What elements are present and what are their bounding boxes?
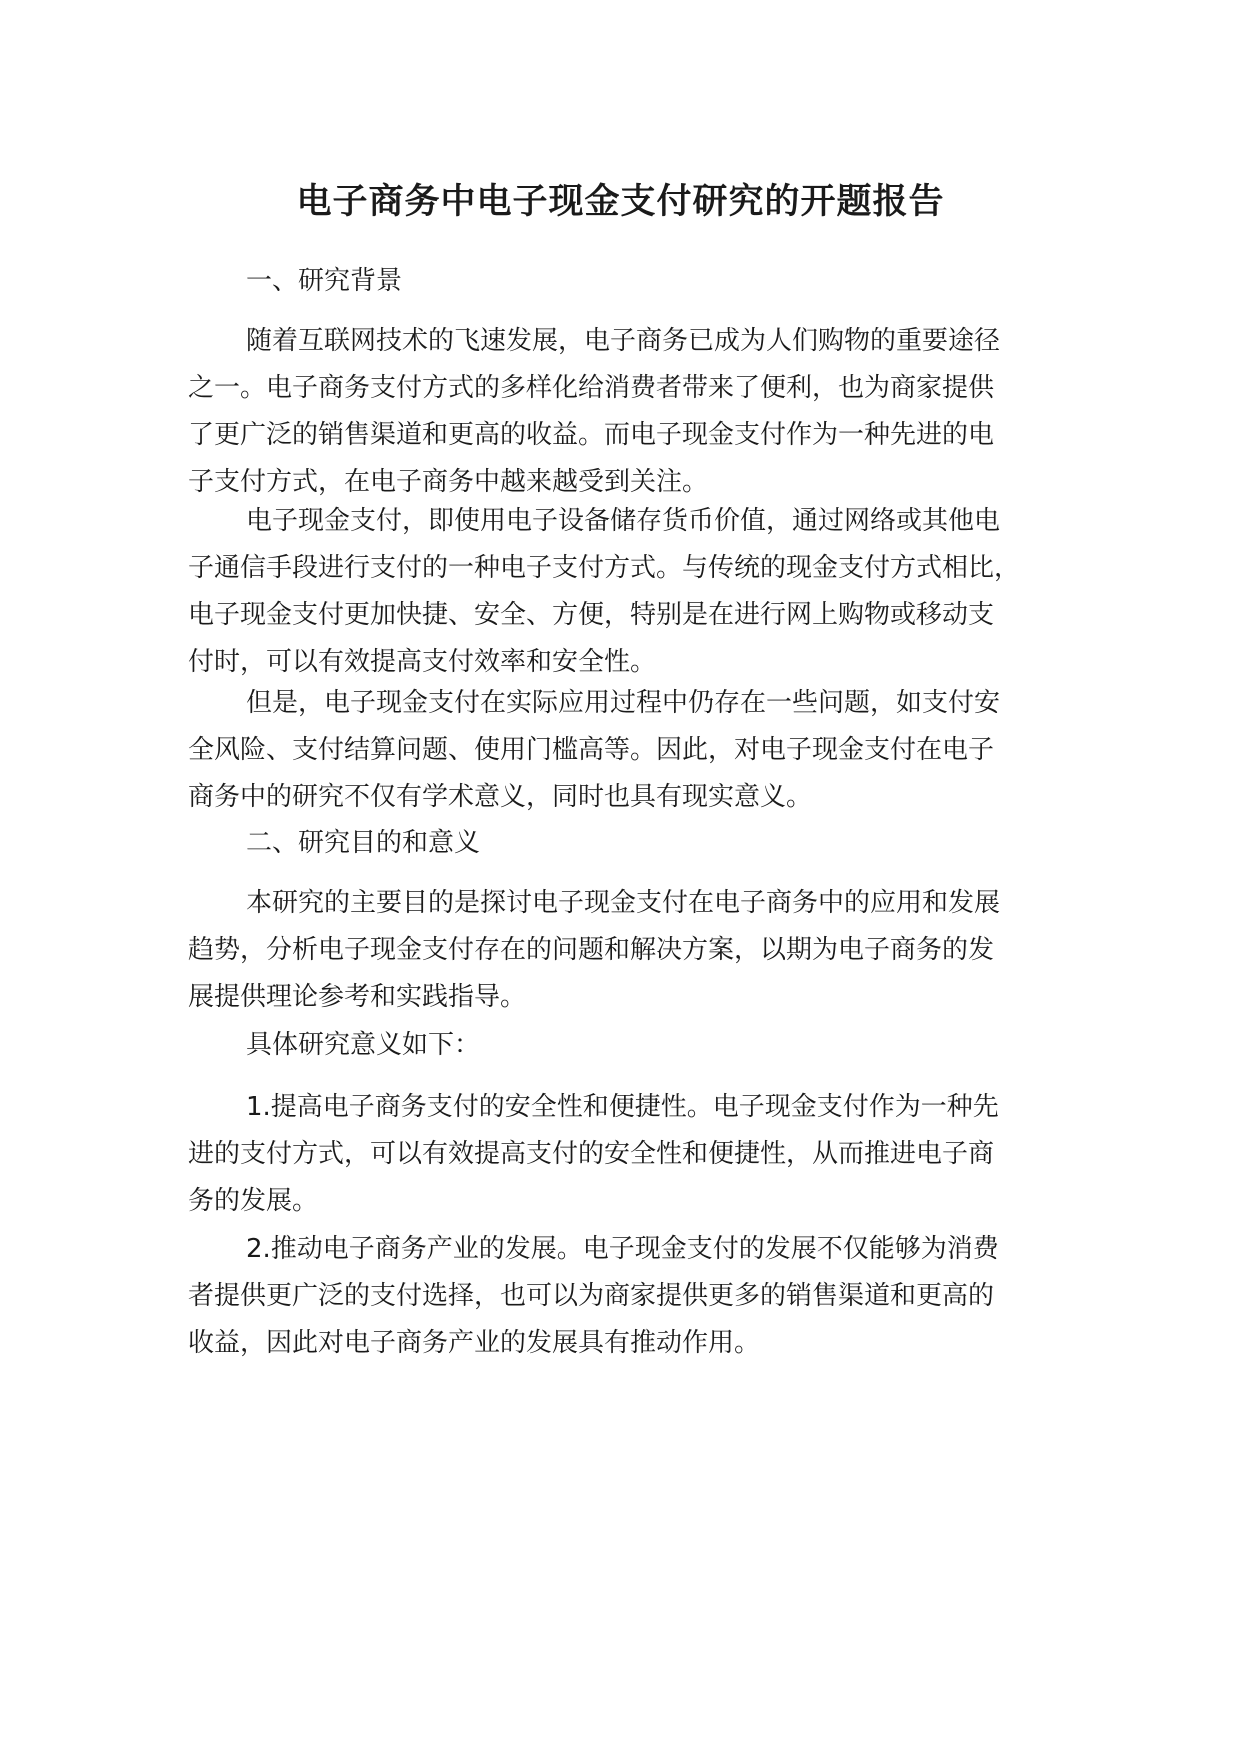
paragraph-line: 进的支付方式，可以有效提高支付的安全性和便捷性，从而推进电子商 [188, 1139, 995, 1169]
paragraph-line: 全风险、支付结算问题、使用门槛高等。因此，对电子现金支付在电子 [188, 735, 995, 765]
paragraph-line: 务的发展。 [188, 1186, 319, 1216]
section-heading-purpose [188, 820, 1078, 867]
paragraph-line: 本研究的主要目的是探讨电子现金支付在电子商务中的应用和发展 [246, 888, 1001, 918]
section-heading-background [188, 258, 1078, 305]
paragraph-line: 展提供理论参考和实践指导。 [188, 982, 527, 1012]
paragraph-line: 商务中的研究不仅有学术意义，同时也具有现实意义。 [188, 782, 813, 812]
paragraph-line: 了更广泛的销售渠道和更高的收益。而电子现金支付作为一种先进的电 [188, 420, 995, 450]
section-heading-text: 一、研究背景 [246, 266, 403, 296]
paragraph-line: 趋势，分析电子现金支付存在的问题和解决方案，以期为电子商务的发 [188, 935, 995, 965]
paragraph-background-1 [188, 318, 1078, 506]
paragraph-line: 随着互联网技术的飞速发展，电子商务已成为人们购物的重要途径 [246, 326, 1001, 356]
paragraph-line: 1.提高电子商务支付的安全性和便捷性。电子现金支付作为一种先 [246, 1092, 999, 1122]
paragraph-line: 付时，可以有效提高支付效率和安全性。 [188, 647, 657, 677]
paragraph-line: 2.推动电子商务产业的发展。电子现金支付的发展不仅能够为消费 [246, 1234, 999, 1264]
paragraph-significance-intro [188, 1022, 1078, 1069]
paragraph-line: 具体研究意义如下： [246, 1030, 481, 1060]
paragraph-line: 者提供更广泛的支付选择，也可以为商家提供更多的销售渠道和更高的 [188, 1281, 995, 1311]
paragraph-point-2 [188, 1226, 1078, 1367]
section-heading-text: 二、研究目的和意义 [246, 828, 481, 858]
paragraph-background-2 [188, 498, 1078, 686]
document-title: 电子商务中电子现金支付研究的开题报告 [296, 182, 945, 222]
paragraph-purpose [188, 880, 1078, 1021]
paragraph-line: 子支付方式，在电子商务中越来越受到关注。 [188, 467, 709, 497]
paragraph-line: 收益，因此对电子商务产业的发展具有推动作用。 [188, 1328, 761, 1358]
paragraph-line: 子通信手段进行支付的一种电子支付方式。与传统的现金支付方式相比， [188, 553, 1021, 583]
paragraph-line: 但是，电子现金支付在实际应用过程中仍存在一些问题，如支付安 [246, 688, 1001, 718]
paragraph-line: 电子现金支付更加快捷、安全、方便，特别是在进行网上购物或移动支 [188, 600, 995, 630]
paragraph-line: 之一。电子商务支付方式的多样化给消费者带来了便利，也为商家提供 [188, 373, 995, 403]
paragraph-line: 电子现金支付，即使用电子设备储存货币价值，通过网络或其他电 [246, 506, 1001, 536]
paragraph-background-3 [188, 680, 1078, 821]
paragraph-point-1 [188, 1084, 1078, 1225]
